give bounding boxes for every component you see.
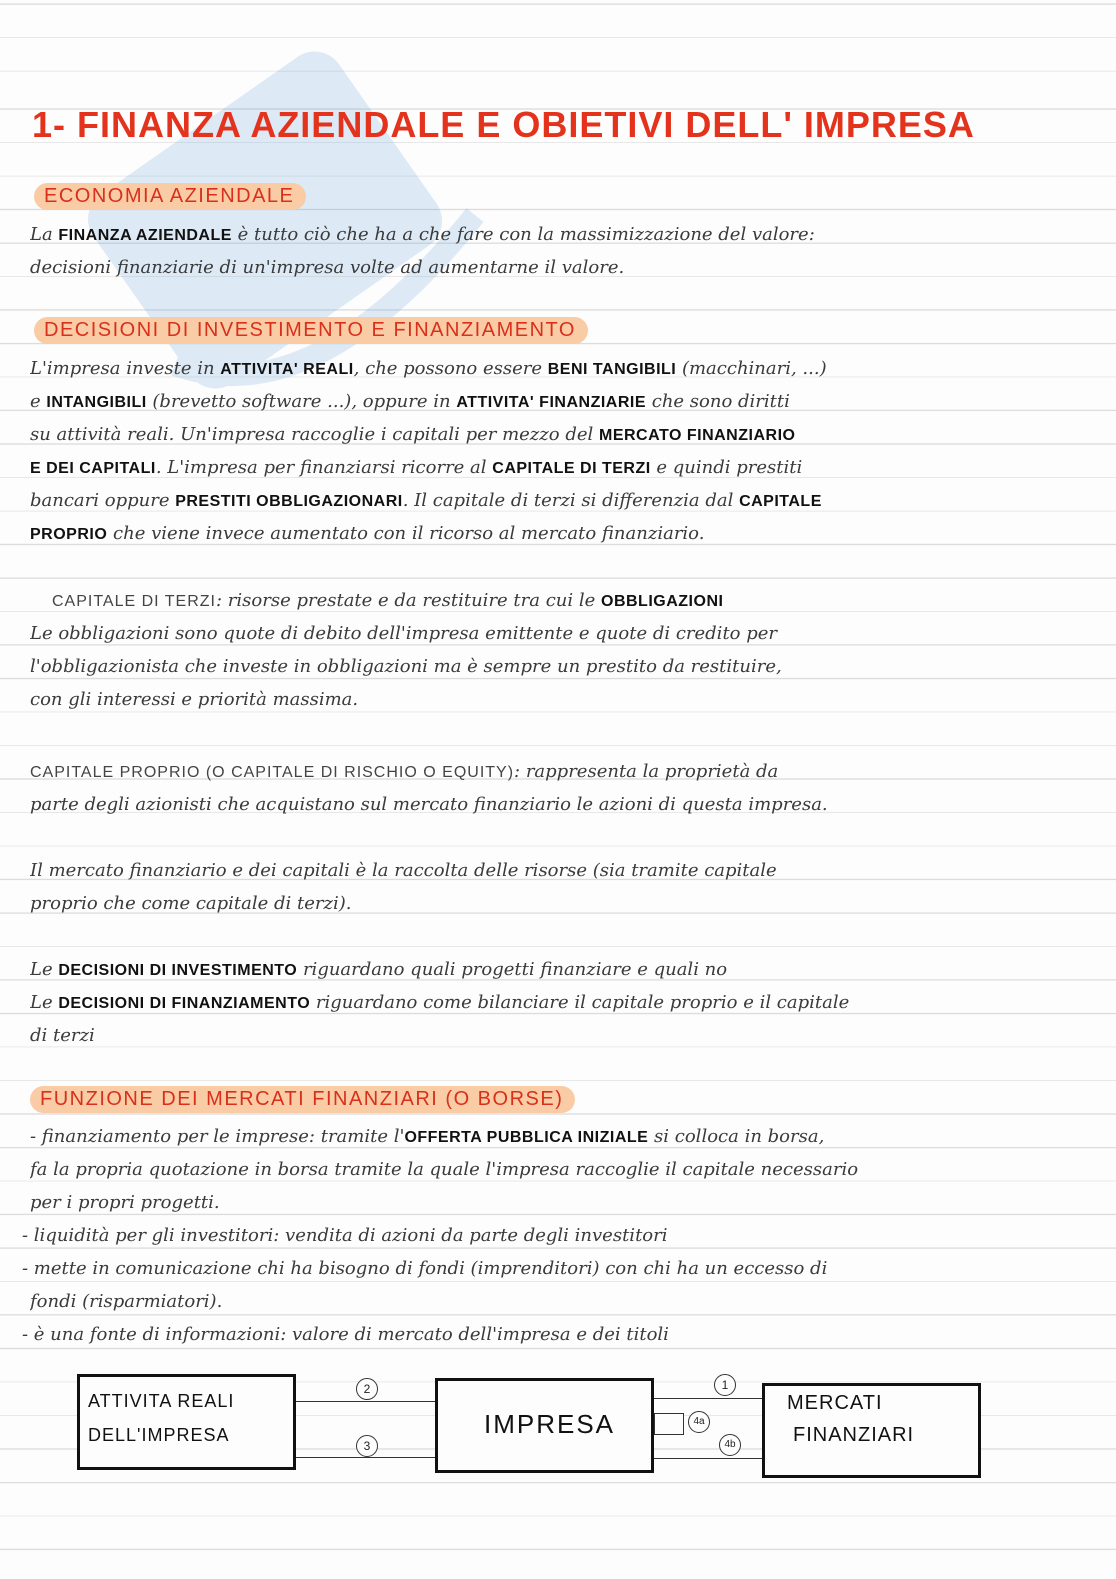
retained-box (654, 1413, 684, 1435)
connector-3 (296, 1457, 436, 1458)
text-line: e INTANGIBILI (brevetto software ...), oppure in ATTIVITA' FINANZIARIE che sono diritti (30, 391, 790, 412)
text-line: L'impresa investe in ATTIVITA' REALI, che possono essere BENI TANGIBILI (macchinari, ...) (30, 358, 827, 379)
box-attivita-reali (77, 1374, 296, 1470)
text-line: fa la propria quotazione in borsa tramite la quale l'impresa raccoglie il capitale necessario (30, 1159, 859, 1180)
box-left-line-2: DELL'IMPRESA (88, 1425, 230, 1445)
box-right-line-2: FINANZIARI (793, 1424, 915, 1446)
connector-1 (654, 1398, 763, 1399)
label-1: 1 (714, 1374, 736, 1396)
heading-economia-aziendale: ECONOMIA AZIENDALE (34, 183, 306, 210)
text-line: di terzi (30, 1025, 95, 1046)
text-line: Le DECISIONI DI INVESTIMENTO riguardano quali progetti finanziare e quali no (30, 959, 728, 980)
text-line: l'obbligazionista che investe in obbligazioni ma è sempre un prestito da restituire, (30, 656, 782, 677)
connector-4b (654, 1458, 763, 1459)
text-line: con gli interessi e priorità massima. (30, 689, 359, 710)
text-line: - liquidità per gli investitori: vendita di azioni da parte degli investitori (22, 1225, 668, 1246)
text-line: Il mercato finanziario e dei capitali è la raccolta delle risorse (sia tramite capitale (30, 860, 777, 881)
text-line: bancari oppure PRESTITI OBBLIGAZIONARI. Il capitale di terzi si differenzia dal CAPITALE (30, 490, 822, 511)
label-3: 3 (356, 1435, 378, 1457)
box-impresa (435, 1378, 654, 1473)
label-4b: 4b (719, 1434, 741, 1456)
text-line: Le DECISIONI DI FINANZIAMENTO riguardano come bilanciare il capitale proprio e il capitale (30, 992, 850, 1013)
text-line: PROPRIO che viene invece aumentato con il ricorso al mercato finanziario. (30, 523, 705, 544)
label-4a: 4a (688, 1411, 710, 1433)
heading-decisioni-investimento: DECISIONI DI INVESTIMENTO E FINANZIAMENTO (34, 317, 588, 344)
text-line: fondi (risparmiatori). (30, 1291, 223, 1312)
box-left-line-1: ATTIVITA REALI (88, 1391, 235, 1411)
connector-2 (296, 1401, 436, 1402)
text-line: proprio che come capitale di terzi). (30, 893, 352, 914)
text-line: La FINANZA AZIENDALE è tutto ciò che ha a che fare con la massimizzazione del valore: (30, 224, 815, 245)
heading-funzione-mercati: FUNZIONE DEI MERCATI FINANZIARI (O BORSE) (30, 1086, 575, 1113)
text-line: parte degli azionisti che acquistano sul mercato finanziario le azioni di questa impresa. (30, 794, 828, 815)
box-right-line-1: MERCATI (787, 1392, 883, 1414)
label-2: 2 (356, 1378, 378, 1400)
text-line: Le obbligazioni sono quote di debito dell'impresa emittente e quote di credito per (30, 623, 778, 644)
text-line: su attività reali. Un'impresa raccoglie i capitali per mezzo del MERCATO FINANZIARIO (30, 424, 796, 445)
box-mercati-finanziari (762, 1383, 981, 1478)
page-title: 1- FINANZA AZIENDALE E OBIETIVI DELL' IMPRESA (32, 104, 975, 145)
text-line: - mette in comunicazione chi ha bisogno di fondi (imprenditori) con chi ha un eccesso di (22, 1258, 828, 1279)
text-line: E DEI CAPITALI. L'impresa per finanziarsi ricorre al CAPITALE DI TERZI e quindi prestiti (30, 457, 803, 478)
text-line: CAPITALE PROPRIO (O CAPITALE DI RISCHIO O EQUITY): rappresenta la proprietà da (30, 761, 779, 782)
box-center-label: IMPRESA (484, 1409, 616, 1439)
text-line: - è una fonte di informazioni: valore di mercato dell'impresa e dei titoli (22, 1324, 669, 1345)
text-line: CAPITALE DI TERZI: risorse prestate e da restituire tra cui le OBBLIGAZIONI (52, 590, 724, 611)
text-line: per i propri progetti. (30, 1192, 220, 1213)
text-line: - finanziamento per le imprese: tramite l'OFFERTA PUBBLICA INIZIALE si colloca in borsa, (30, 1126, 825, 1147)
text-line: decisioni finanziarie di un'impresa volte ad aumentarne il valore. (30, 257, 625, 278)
